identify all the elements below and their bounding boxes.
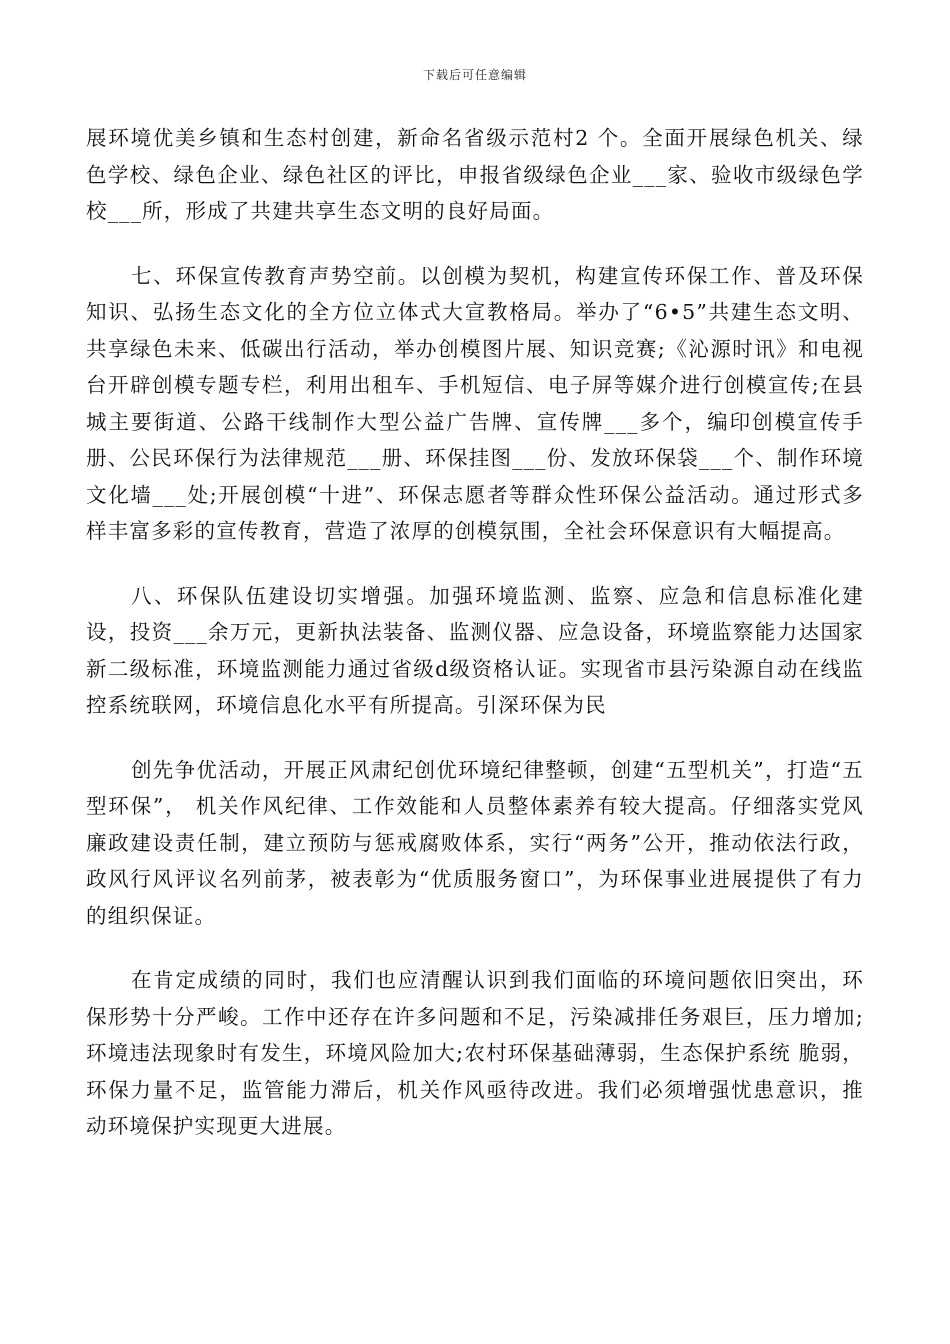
paragraph-gap (86, 724, 864, 752)
page-header: 下载后可任意编辑 (422, 68, 527, 82)
paragraph-gap (86, 230, 864, 258)
paragraph-gap (86, 550, 864, 578)
document-body (86, 120, 864, 1145)
paragraph-section-eight: 八、环保队伍建设切实增强。加强环境监测、监察、应急和信息标准化建设，投资___余万元，更新执法装备、监测仪器、应急设备，环境监察能力达国家新二级标准，环境监测能力通过省级d级资格认证。实现省市县污染源自动在线监控系统联网，环境信息化水平有所提高。引深环保为民 (86, 583, 864, 717)
paragraph-section-seven: 七、环保宣传教育声势空前。以创模为契机，构建宣传环保工作、普及环保知识、弘扬生态文化的全方位立体式大宣教格局。举办了“6•5”共建生态文明、共享绿色未来、低碳出行活动，举办创模图片展、知识竞赛;《沁源时讯》和电视台开辟创模专题专栏，利用出租车、手机短信、电子屏等媒介进行创模宣传;在县城主要街道、公路干线制作大型公益广告牌、宣传牌___多个，编印创模宣传手册、公民环保行为法律规范___册、环保挂图___份、发放环保袋___个、制作环境文化墙___处;开展创模“十进”、环保志愿者等群众性环保公益活动。通过形式多样丰富多彩的宣传教育，营造了浓厚的创模氛围，全社会环保意识有大幅提高。 (86, 263, 864, 543)
paragraph-challenges: 在肯定成绩的同时，我们也应清醒认识到我们面临的环境问题依旧突出，环保形势十分严峻。工作中还存在许多问题和不足，污染减排任务艰巨，压力增加;环境违法现象时有发生，环境风险加大;农村环保基础薄弱，生态保护系统 脆弱，环保力量不足，监管能力滞后，机关作风亟待改进。我们必须增强忧患意识，推动环境保护实现更大进展。 (86, 968, 864, 1138)
paragraph-excellence-campaign: 创先争优活动，开展正风肃纪创优环境纪律整顿，创建“五型机关”，打造“五型环保”， 机关作风纪律、工作效能和人员整体素养有较大提高。仔细落实党风廉政建设责任制，建立预防与惩戒腐败体系，实行“两务”公开，推动依法行政，政风行风评议名列前茅，被表彰为“优质服务窗口”，为环保事业进展提供了有力的组织保证。 (86, 757, 864, 928)
paragraph-gap (86, 934, 864, 962)
paragraph-continuation: 展环境优美乡镇和生态村创建，新命名省级示范村2 个。全面开展绿色机关、绿色学校、绿色企业、绿色社区的评比，申报省级绿色企业___家、验收市级绿色学校___所，形成了共建共享生态文明的良好局面。 (86, 126, 864, 223)
